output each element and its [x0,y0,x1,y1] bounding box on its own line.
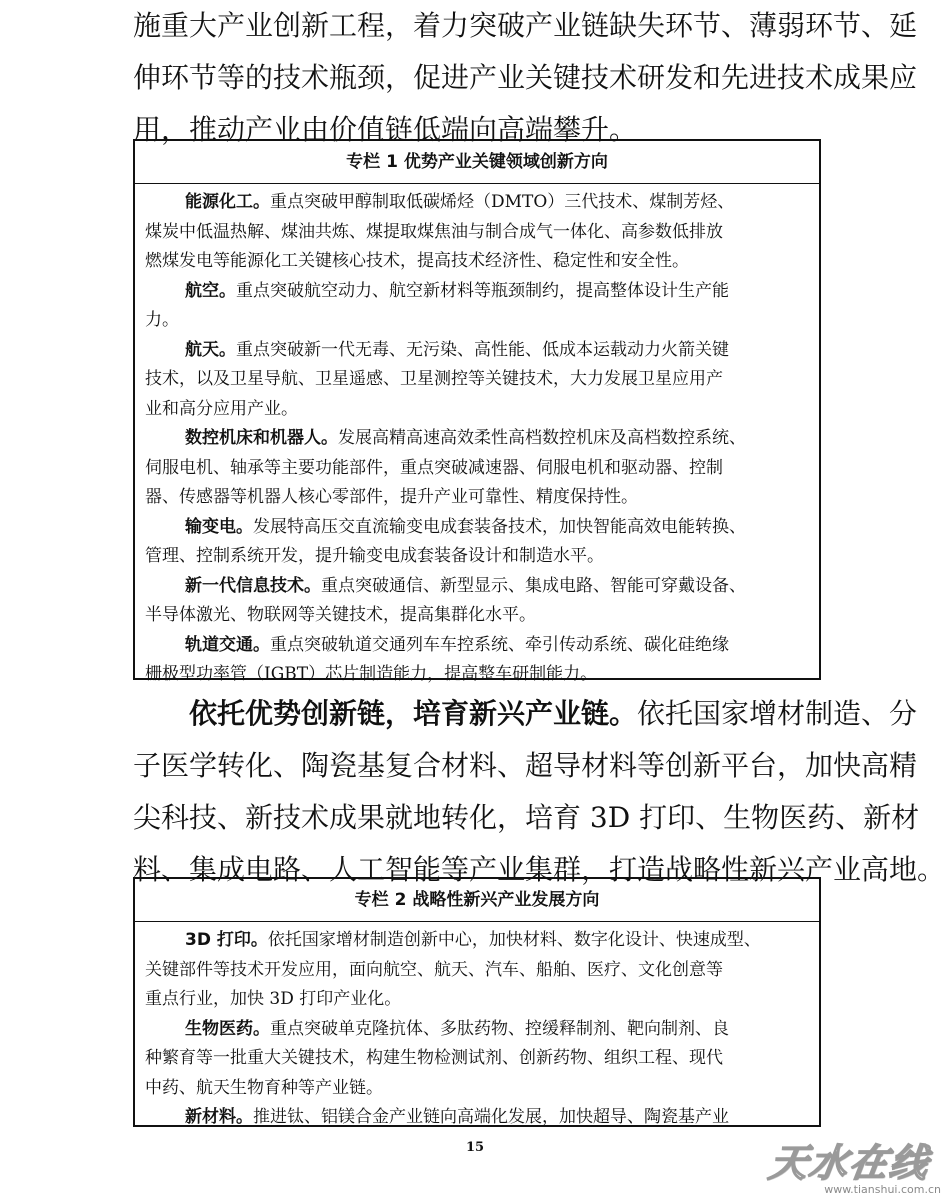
entry-heading: 新材料。 [185,1107,253,1127]
entry-heading: 数控机床和机器人。 [185,428,338,448]
entry-text: 煤炭中低温热解、煤油共炼、煤提取煤焦油与制合成气一体化、高参数低排放 [145,221,723,242]
paragraph-text: 依托国家增材制造、分 [637,697,918,730]
entry-text: 重点突破甲醇制取低碳烯烃（DMTO）三代技术、煤制芳烃、 [270,192,735,212]
entry-energy-chemical [145,188,807,277]
paragraph-text: 子医学转化、陶瓷基复合材料、超导材料等创新平台，加快高精 [133,749,918,782]
entry-heading: 生物医药。 [185,1018,270,1039]
entry-heading: 3D 打印。 [185,930,268,950]
entry-heading: 航天。 [185,339,236,360]
entry-power-transmission [145,513,807,572]
entry-text: 推进钛、铝镁合金产业链向高端化发展，加快超导、陶瓷基产业 [253,1107,729,1127]
intro-paragraph [133,0,918,156]
entry-biomedicine [145,1015,807,1104]
intro-line: 伸环节等的技术瓶颈，促进产业关键技术研发和先进技术成果应 [133,61,918,94]
entry-heading: 输变电。 [185,516,253,537]
entry-heading: 能源化工。 [185,192,270,212]
entry-aviation [145,277,807,336]
entry-text: 种繁育等一批重大关键技术，构建生物检测试剂、创新药物、组织工程、现代 [145,1048,723,1068]
column-box-1 [133,139,821,684]
entry-text: 中药、航天生物育种等产业链。 [145,1077,383,1098]
entry-text: 器、传感器等机器人核心零部件，提升产业可靠性、精度保持性。 [145,487,638,507]
entry-text: 半导体激光、物联网等关键技术，提高集群化水平。 [145,605,536,625]
entry-text: 力。 [145,310,179,330]
entry-text: 栅极型功率管（IGBT）芯片制造能力，提高整车研制能力。 [145,664,598,684]
column-box-2 [133,877,821,1127]
entry-text: 重点突破新一代无毒、无污染、高性能、低成本运载动力火箭关键 [236,339,729,360]
entry-heading: 航空。 [185,280,236,301]
entry-next-gen-it [145,572,807,631]
entry-text: 重点行业，加快 3D 打印产业化。 [145,989,402,1009]
watermark-logo-text: 天水在线 [766,1141,933,1185]
entry-text: 管理、控制系统开发，提升输变电成套装备设计和制造水平。 [145,546,604,566]
entry-text: 重点突破通信、新型显示、集成电路、智能可穿戴设备、 [321,575,746,596]
entry-text: 关键部件等技术开发应用，面向航空、航天、汽车、船舶、医疗、文化创意等 [145,959,723,980]
entry-cnc-robotics [145,424,807,513]
entry-text: 燃煤发电等能源化工关键核心技术，提高技术经济性、稳定性和安全性。 [145,251,689,271]
column-box-2-body [135,922,819,1133]
entry-heading: 新一代信息技术。 [185,575,321,596]
entry-rail-transit [145,631,807,690]
entry-text: 重点突破轨道交通列车车控系统、牵引传动系统、碳化硅绝缘 [270,634,729,655]
middle-paragraph [133,688,946,896]
entry-new-materials [145,1103,807,1133]
entry-text: 重点突破航空动力、航空新材料等瓶颈制约，提高整体设计生产能 [236,280,729,301]
watermark-logo [766,1132,945,1198]
paragraph-text: 尖科技、新技术成果就地转化，培育 3D 打印、生物医药、新材 [133,801,920,834]
entry-aerospace [145,336,807,425]
entry-3d-printing [145,926,807,1015]
column-box-2-title: 专栏 2 战略性新兴产业发展方向 [135,879,819,922]
entry-text: 伺服电机、轴承等主要功能部件，重点突破减速器、伺服电机和驱动器、控制 [145,457,723,478]
entry-text: 依托国家增材制造创新中心，加快材料、数字化设计、快速成型、 [267,930,761,950]
entry-text: 技术，以及卫星导航、卫星遥感、卫星测控等关键技术，大力发展卫星应用产 [145,369,723,389]
column-box-1-title: 专栏 1 优势产业关键领域创新方向 [135,141,819,184]
paragraph-lead: 依托优势创新链，培育新兴产业链。 [189,697,638,730]
entry-text: 发展高精高速高效柔性高档数控机床及高档数控系统、 [338,428,746,448]
paragraph-text: 料、集成电路、人工智能等产业集群，打造战略性新兴产业高地。 [133,853,946,886]
intro-line: 施重大产业创新工程，着力突破产业链缺失环节、薄弱环节、延 [133,9,918,42]
page-number: 15 [465,1140,485,1155]
intro-line: 用，推动产业由价值链低端向高端攀升。 [133,113,638,146]
entry-heading: 轨道交通。 [185,634,270,655]
watermark-url: www.tianshui.com.cn [824,1183,941,1196]
entry-text: 业和高分应用产业。 [145,398,298,419]
column-box-1-body [135,184,819,690]
entry-text: 重点突破单克隆抗体、多肽药物、控缓释制剂、靶向制剂、良 [270,1018,729,1039]
entry-text: 发展特高压交直流输变电成套装备技术，加快智能高效电能转换、 [253,516,746,537]
